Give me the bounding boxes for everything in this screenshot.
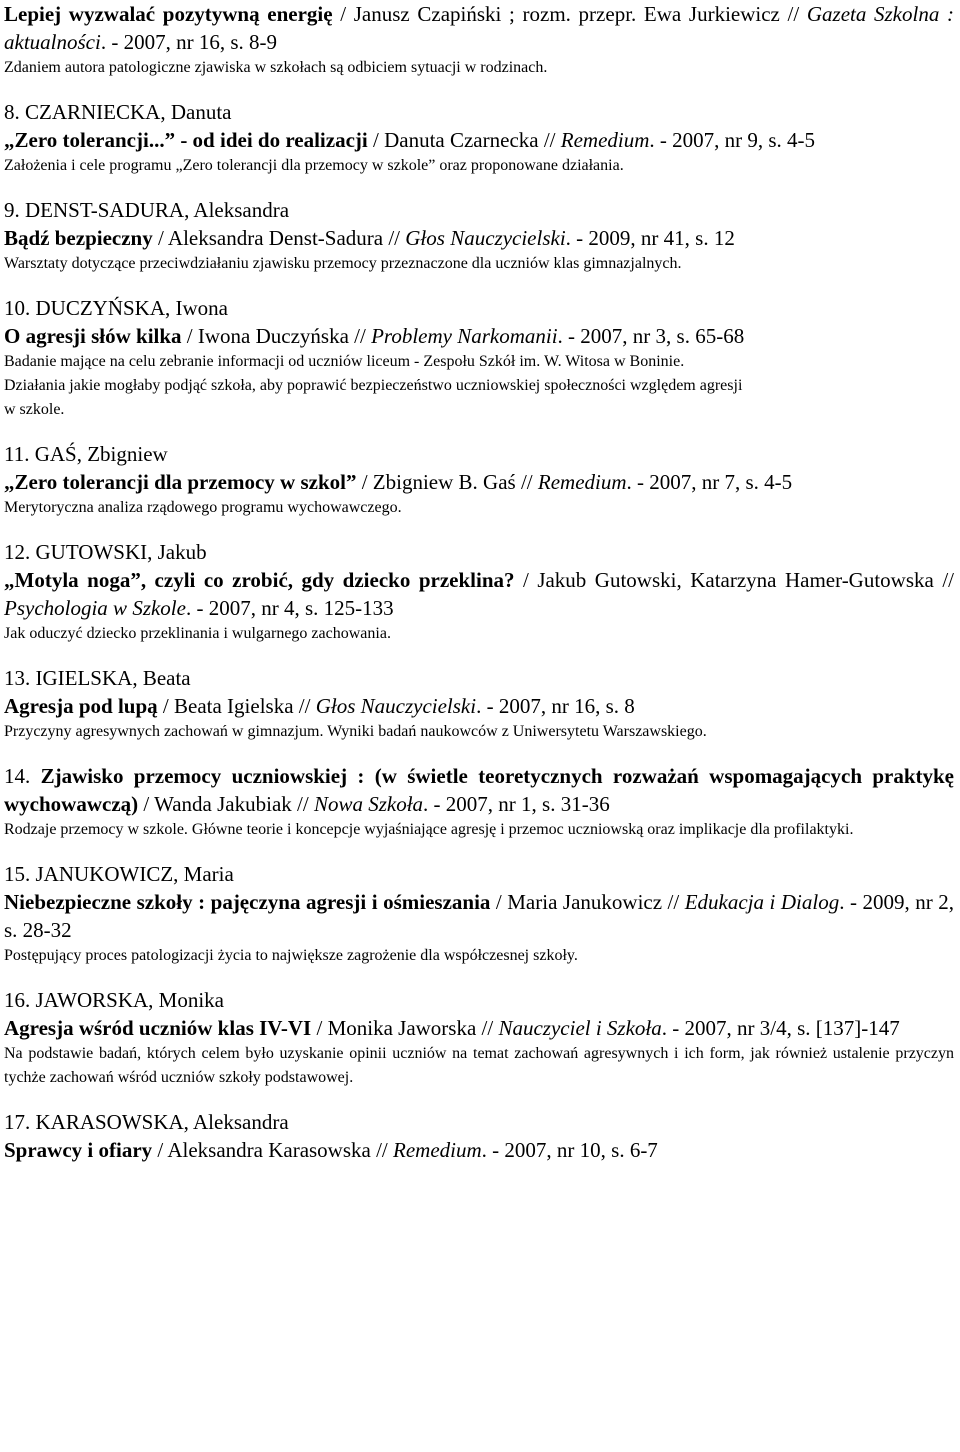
bibliography-entry — [4, 98, 954, 178]
bibliography-entry — [4, 196, 954, 276]
bibliography-entry — [4, 440, 954, 520]
entry-annotation: Założenia i cele programu „Zero tolerancji dla przemocy w szkole” oraz proponowane działania. — [4, 157, 624, 174]
entry-journal: Edukacja i Dialog — [684, 890, 840, 914]
entry-title: Niebezpieczne szkoły : pajęczyna agresji i ośmieszania — [4, 890, 491, 914]
entry-title: Zjawisko przemocy uczniowskiej : (w świetle teoretycznych rozważań wspomagających praktykę wychowawczą) — [4, 764, 955, 816]
entry-annotation: Przyczyny agresywnych zachowań w gimnazjum. Wyniki badań naukowców z Uniwersytetu Warszawskiego. — [4, 723, 707, 740]
bibliography-entry — [4, 986, 954, 1090]
entry-number: 14. — [4, 764, 41, 788]
entry-title: „Zero tolerancji...” - od idei do realizacji — [4, 128, 368, 152]
citation — [4, 0, 954, 56]
bibliography-entry — [4, 664, 954, 744]
citation — [4, 126, 954, 154]
entry-annotation: Rodzaje przemocy w szkole. Główne teorie i koncepcje wyjaśniające agresję i przemoc uczniowską oraz implikacje dla profilaktyki. — [4, 821, 854, 838]
entry-issue: . - 2009, nr 41, s. 12 — [565, 226, 735, 250]
citation — [4, 1136, 954, 1164]
bibliography-entry — [4, 1108, 954, 1164]
entry-annotation: Warsztaty dotyczące przeciwdziałaniu zjawisku przemocy przeznaczone dla uczniów klas gimnazjalnych. — [4, 255, 682, 272]
citation — [4, 692, 954, 720]
citation — [4, 566, 954, 622]
bibliography-entry — [4, 0, 954, 80]
entry-authors: / Iwona Duczyńska // — [181, 324, 372, 348]
entry-heading: 16. JAWORSKA, Monika — [4, 988, 224, 1012]
entry-annotation: Badanie mające na celu zebranie informacji od uczniów liceum - Zespołu Szkół im. W. Witosa w Boninie. — [4, 353, 685, 370]
entry-journal: Problemy Narkomanii — [371, 324, 558, 348]
entry-journal: Nauczyciel i Szkoła — [498, 1016, 662, 1040]
entry-authors: / Jakub Gutowski, Katarzyna Hamer-Gutowska // — [514, 568, 955, 592]
citation — [4, 1014, 954, 1042]
entry-heading: 8. CZARNIECKA, Danuta — [4, 100, 232, 124]
bibliography-entry — [4, 860, 954, 968]
entry-issue: . - 2007, nr 3/4, s. [137]-147 — [661, 1016, 900, 1040]
entry-heading: 10. DUCZYŃSKA, Iwona — [4, 296, 228, 320]
entry-issue: . - 2007, nr 3, s. 65-68 — [557, 324, 745, 348]
entry-authors: / Danuta Czarnecka // — [367, 128, 561, 152]
entry-title: Lepiej wyzwalać pozytywną energię — [4, 2, 333, 26]
entry-issue: . - 2007, nr 9, s. 4-5 — [649, 128, 816, 152]
entry-journal: Gazeta Szkolna : aktualności — [4, 2, 954, 54]
entry-issue: . - 2007, nr 16, s. 8-9 — [100, 30, 277, 54]
entry-journal: Nowa Szkoła — [313, 792, 424, 816]
entry-authors: / Zbigniew B. Gaś // — [356, 470, 538, 494]
bibliography-entry — [4, 538, 954, 646]
entry-heading: 9. DENST-SADURA, Aleksandra — [4, 198, 290, 222]
entry-issue: . - 2007, nr 10, s. 6-7 — [481, 1138, 658, 1162]
entry-issue: . - 2009, nr 2, s. 28-32 — [4, 890, 955, 942]
entry-heading: 17. KARASOWSKA, Aleksandra — [4, 1110, 289, 1134]
entry-authors: / Maria Janukowicz // — [490, 890, 685, 914]
entry-journal: Głos Nauczycielski — [315, 694, 477, 718]
citation — [4, 468, 954, 496]
bibliography-entry — [4, 762, 954, 842]
entry-heading: 12. GUTOWSKI, Jakub — [4, 540, 207, 564]
entry-authors: / Janusz Czapiński ; rozm. przepr. Ewa Jurkiewicz // — [332, 2, 807, 26]
entry-title: „Zero tolerancji dla przemocy w szkol” — [4, 470, 357, 494]
entry-title: Agresja wśród uczniów klas IV-VI — [4, 1016, 312, 1040]
entry-heading: 15. JANUKOWICZ, Maria — [4, 862, 234, 886]
entry-annotation: Zdaniem autora patologiczne zjawiska w szkołach są odbiciem sytuacji w rodzinach. — [4, 59, 548, 76]
entry-issue: . - 2007, nr 16, s. 8 — [476, 694, 635, 718]
entry-title: Sprawcy i ofiary — [4, 1138, 153, 1162]
entry-authors: / Aleksandra Denst-Sadura // — [152, 226, 406, 250]
entry-annotation: Działania jakie mogłaby podjąć szkoła, aby poprawić bezpieczeństwo uczniowskiej społeczności względem agresji — [4, 377, 743, 394]
entry-journal: Remedium — [537, 470, 627, 494]
citation — [4, 224, 954, 252]
entry-annotation: Postępujący proces patologizacji życia to największe zagrożenie dla współczesnej szkoły. — [4, 947, 578, 964]
entry-title: Bądź bezpieczny — [4, 226, 153, 250]
entry-journal: Remedium — [393, 1138, 482, 1162]
entry-issue: . - 2007, nr 7, s. 4-5 — [626, 470, 793, 494]
citation — [4, 762, 954, 818]
entry-authors: / Beata Igielska // — [157, 694, 316, 718]
entry-journal: Psychologia w Szkole — [4, 596, 186, 620]
entry-journal: Remedium — [560, 128, 650, 152]
entry-heading: 11. GAŚ, Zbigniew — [4, 442, 168, 466]
entry-issue: . - 2007, nr 1, s. 31-36 — [423, 792, 610, 816]
entry-authors: / Wanda Jakubiak // — [138, 792, 314, 816]
entry-title: Agresja pod lupą — [4, 694, 158, 718]
entry-annotation: Na podstawie badań, których celem było uzyskanie opinii uczniów na temat zachowań agresywnych i ich form, jak również ustalenie przyczyn tychże zachowań wśród uczniów szkoły podstawowej. — [4, 1045, 954, 1086]
entry-authors: / Aleksandra Karasowska // — [152, 1138, 394, 1162]
entry-journal: Głos Nauczycielski — [405, 226, 566, 250]
entry-annotation: w szkole. — [4, 401, 65, 418]
entry-annotation: Jak oduczyć dziecko przeklinania i wulgarnego zachowania. — [4, 625, 391, 642]
entry-heading: 13. IGIELSKA, Beata — [4, 666, 191, 690]
entry-annotation: Merytoryczna analiza rządowego programu wychowawczego. — [4, 499, 402, 516]
citation — [4, 888, 954, 944]
citation — [4, 322, 954, 350]
entry-title: O agresji słów kilka — [4, 324, 182, 348]
entry-authors: / Monika Jaworska // — [311, 1016, 499, 1040]
entry-title: „Motyla noga”, czyli co zrobić, gdy dziecko przeklina? — [4, 568, 515, 592]
bibliography-entry — [4, 294, 954, 422]
entry-issue: . - 2007, nr 4, s. 125-133 — [185, 596, 394, 620]
